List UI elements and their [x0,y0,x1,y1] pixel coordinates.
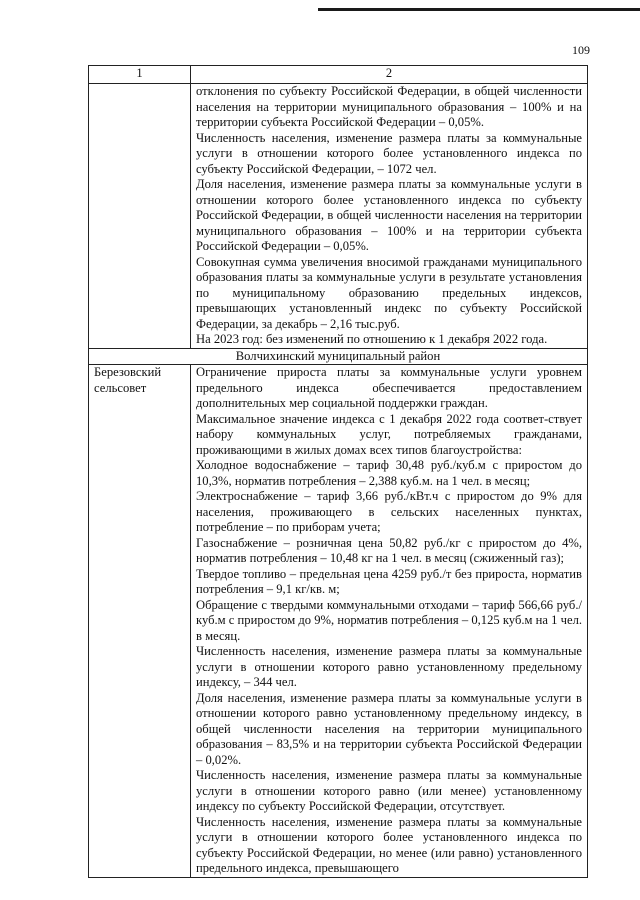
continuation-text-cell [191,84,588,349]
paragraph: Ограничение прироста платы за коммунальные услуги уровнем предельного индекса обеспечивается предоставлением дополнительных мер социальной поддержки граждан. [196,365,582,410]
empty-name-cell [89,84,191,349]
paragraph: Электроснабжение – тариф 3,66 руб./кВт.ч с приростом до 9% для населения, проживающего в сельских населенных пунктах, потребление – по приборам учета; [196,489,582,534]
entity-name-line: Березовский [94,365,162,379]
entity-text-cell [191,365,588,878]
paragraph: На 2023 год: без изменений по отношению к 1 декабря 2022 года. [196,332,548,346]
section-title: Волчихинский муниципальный район [89,348,588,365]
table-row-entity [89,365,588,878]
paragraph: Холодное водоснабжение – тариф 30,48 руб./куб.м с приростом до 10,3%, норматив потребления – 2,388 куб.м. на 1 чел. в месяц; [196,458,582,488]
paragraph: Доля населения, изменение размера платы за коммунальные услуги в отношении которого равно установленному предельному индексу, в общей численности населения на территории муниципального образования – 83,5% и на территории субъекта Российской Федерации – 0,02%. [196,690,582,767]
paragraph: Доля населения, изменение размера платы за коммунальные услуги в отношении которого более установленного индекса по субъекту Российской Федерации, в общей численности населения на территории муниципального образования – 100% и на территории субъекта Российской Федерации – 0,05%. [196,177,582,253]
paragraph: Численность населения, изменение размера платы за коммунальные услуги в отношении которого более установленного индекса по субъекту Российской Федерации, но менее (или равно) установленного предельного индекса, превышающего [196,814,582,875]
table-header-row [89,66,588,84]
entity-name-line: сельсовет [94,380,147,395]
column-header-1: 1 [89,66,191,84]
paragraph: Совокупная сумма увеличения вносимой гражданами муниципального образования платы за коммунальные услуги в результате установления по муниципальному образованию предельных индексов, превышающих установленный индекс по субъекту Российской Федерации, за декабрь – 2,16 тыс.руб. [196,254,582,331]
document-table [88,65,588,878]
paragraph: Газоснабжение – розничная цена 50,82 руб./кг с приростом до 4%, норматив потребления – 10,48 кг на 1 чел. в месяц (сжиженный газ); [196,535,582,565]
entity-name-cell [89,365,191,878]
paragraph: Численность населения, изменение размера платы за коммунальные услуги в отношении которого более установленного индекса по субъекту Российской Федерации, – 1072 чел. [196,130,582,176]
paragraph: Максимальное значение индекса с 1 декабря 2022 года соответ-ствует набору коммунальных услуг, потребляемых гражданами, проживающими в жилых домах всех типов благоустройства: [196,411,582,457]
paragraph: Обращение с твердыми коммунальными отходами – тариф 566,66 руб./куб.м с приростом до 9%, норматив потребления – 0,125 куб.м на 1 чел. в месяц. [196,597,582,643]
paragraph: Численность населения, изменение размера платы за коммунальные услуги в отношении которого равно (или менее) установленному индексу по субъекту Российской Федерации, отсутствует. [196,768,582,813]
table-row-continuation [89,84,588,349]
paragraph: отклонения по субъекту Российской Федерации, в общей численности населения на территории муниципального образования – 100% и на территории субъекта Российской Федерации – 0,05%. [196,84,582,129]
column-header-2: 2 [191,66,588,84]
paragraph: Твердое топливо – предельная цена 4259 руб./т без прироста, норматив потребления – 9,1 кг/кв. м; [196,566,582,596]
paragraph: Численность населения, изменение размера платы за коммунальные услуги в отношении которого равно установленному предельному индексу, – 344 чел. [196,644,582,689]
page-number: 109 [572,43,590,57]
top-rule [318,8,640,11]
section-row [89,348,588,365]
